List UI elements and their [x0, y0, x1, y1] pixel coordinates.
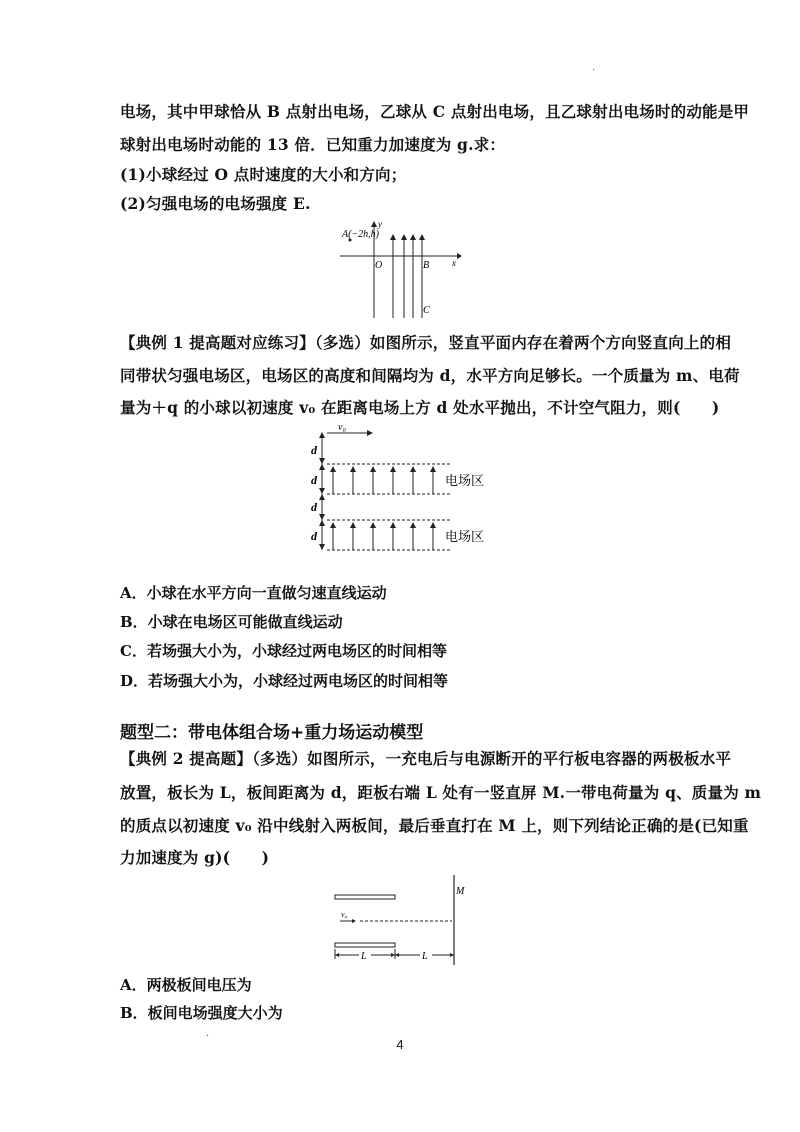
top-dot: .: [592, 62, 596, 73]
label-v0-fig3: v₀: [341, 910, 348, 919]
example2-line-4: 力加速度为 g)( ): [120, 848, 270, 867]
label-x-axis: x: [452, 258, 456, 268]
problem-line-2: 球射出电场时动能的 13 倍．已知重力加速度为 g.求：: [120, 135, 506, 154]
example2-line-3: 的质点以初速度 v₀ 沿中线射入两板间，最后垂直打在 M 上，则下列结论正确的是(已知重: [120, 816, 749, 835]
bottom-dot: .: [206, 1028, 210, 1039]
option-1-c: C．若场强大小为，小球经过两电场区的时间相等: [120, 642, 447, 660]
label-d-1: d: [311, 443, 317, 457]
label-v0: v₀: [338, 422, 346, 433]
figure-capacitor-screen: [330, 873, 470, 968]
label-l-1: L: [361, 951, 367, 962]
example2-line-2: 放置，板长为 L，板间距离为 d，距板右端 L 处有一竖直屏 M.一带电荷量为 q、质量为 m: [120, 783, 762, 802]
label-point-a: A(−2h,h): [342, 229, 380, 240]
label-origin: O: [375, 260, 383, 271]
label-point-b: B: [423, 260, 430, 271]
label-screen-m: M: [456, 886, 465, 897]
problem-line-1: 电场，其中甲球恰从 B 点射出电场，乙球从 C 点射出电场，且乙球射出电场时的动能是甲: [120, 102, 750, 121]
option-1-a: A．小球在水平方向一直做匀速直线运动: [120, 584, 387, 602]
label-l-2: L: [422, 951, 428, 962]
label-point-c: C: [423, 305, 430, 316]
option-2-b: B．板间电场强度大小为: [120, 1004, 283, 1022]
option-1-b: B．小球在电场区可能做直线运动: [120, 613, 343, 631]
example1-line-1: 【典例 1 提高题对应练习】（多选）如图所示，竖直平面内存在着两个方向竖直向上的相: [120, 333, 732, 352]
option-2-a: A．两极板间电压为: [120, 976, 252, 994]
option-1-d: D．若场强大小为，小球经过两电场区的时间相等: [120, 672, 449, 690]
question-2: (2)匀强电场的电场强度 E.: [120, 194, 311, 213]
figure-field-zones: [305, 418, 505, 558]
example1-line-2: 同带状匀强电场区，电场区的高度和间隔均为 d，水平方向足够长。一个质量为 m、电荷: [120, 366, 740, 385]
page-number: 4: [396, 1037, 404, 1052]
question-1: (1)小球经过 O 点时速度的大小和方向；: [120, 165, 407, 184]
section-title: 题型二：带电体组合场+重力场运动模型: [120, 723, 424, 743]
label-d-3: d: [311, 500, 317, 514]
label-zone-2: 电场区: [445, 530, 485, 545]
label-zone-1: 电场区: [445, 474, 485, 489]
figure-coordinate-field: [335, 218, 465, 320]
example1-line-3: 量为＋q 的小球以初速度 v₀ 在距离电场上方 d 处水平抛出，不计空气阻力，则( ): [120, 398, 720, 417]
label-d-4: d: [311, 529, 317, 543]
example2-line-1: 【典例 2 提高题】（多选）如图所示，一充电后与电源断开的平行板电容器的两极板水平: [120, 749, 732, 768]
label-y-axis: y: [378, 219, 382, 229]
label-d-2: d: [311, 473, 317, 487]
